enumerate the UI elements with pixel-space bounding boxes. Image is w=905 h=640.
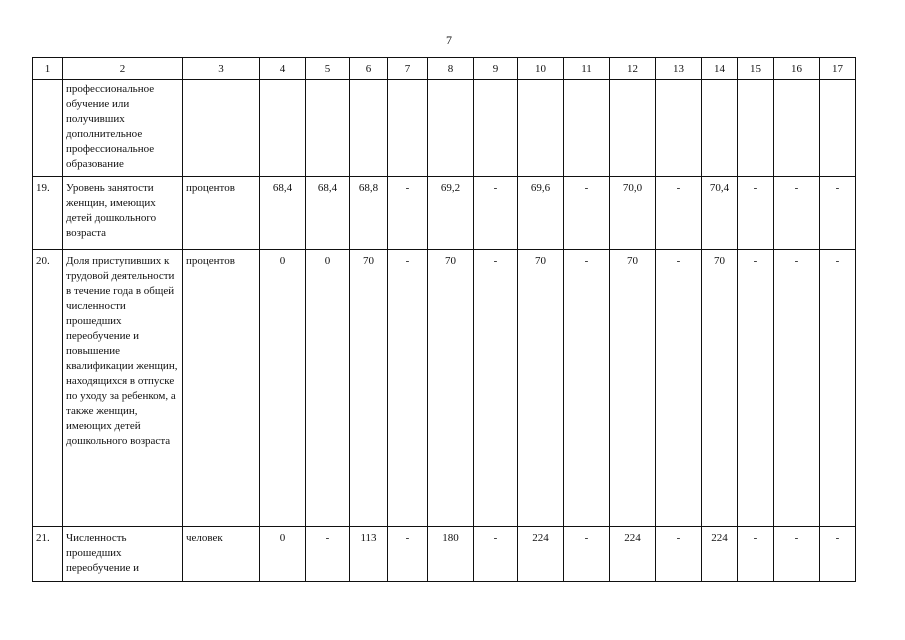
row-number: 21. (33, 527, 63, 582)
value-cell: - (306, 527, 350, 582)
value-cell: - (474, 177, 518, 250)
column-header: 17 (820, 58, 856, 80)
value-cell (428, 80, 474, 177)
value-cell: 224 (610, 527, 656, 582)
column-header: 6 (350, 58, 388, 80)
value-cell (306, 80, 350, 177)
value-cell: - (820, 177, 856, 250)
value-cell: 70 (518, 250, 564, 527)
data-table (32, 57, 856, 582)
row-number (33, 80, 63, 177)
table-row (33, 177, 856, 250)
value-cell: - (564, 250, 610, 527)
value-cell (564, 80, 610, 177)
value-cell: 0 (306, 250, 350, 527)
value-cell: 70 (702, 250, 738, 527)
value-cell: - (774, 527, 820, 582)
value-cell: 69,2 (428, 177, 474, 250)
value-cell (738, 80, 774, 177)
value-cell: 70 (610, 250, 656, 527)
value-cell: 68,8 (350, 177, 388, 250)
value-cell: 70 (428, 250, 474, 527)
column-header: 2 (63, 58, 183, 80)
value-cell (656, 80, 702, 177)
column-header: 15 (738, 58, 774, 80)
column-header: 13 (656, 58, 702, 80)
indicator-name: профессиональное обучение или получивших дополнительное профессиональное образование (63, 80, 183, 177)
column-header: 4 (260, 58, 306, 80)
value-cell: 70,4 (702, 177, 738, 250)
value-cell: 224 (702, 527, 738, 582)
value-cell: 70 (350, 250, 388, 527)
column-header: 7 (388, 58, 428, 80)
column-header: 14 (702, 58, 738, 80)
value-cell (610, 80, 656, 177)
page-number: 7 (446, 33, 452, 47)
row-number: 19. (33, 177, 63, 250)
value-cell: 180 (428, 527, 474, 582)
value-cell (474, 80, 518, 177)
value-cell: 113 (350, 527, 388, 582)
value-cell: - (388, 177, 428, 250)
table-header-row (33, 58, 856, 80)
value-cell: 0 (260, 527, 306, 582)
value-cell (702, 80, 738, 177)
unit-cell: процентов (183, 177, 260, 250)
value-cell (260, 80, 306, 177)
value-cell: - (820, 250, 856, 527)
column-header: 3 (183, 58, 260, 80)
value-cell: - (656, 177, 702, 250)
value-cell: - (820, 527, 856, 582)
column-header: 8 (428, 58, 474, 80)
value-cell: - (474, 527, 518, 582)
value-cell: - (656, 250, 702, 527)
value-cell: 68,4 (260, 177, 306, 250)
value-cell: - (656, 527, 702, 582)
column-header: 10 (518, 58, 564, 80)
value-cell: 70,0 (610, 177, 656, 250)
unit-cell: процентов (183, 250, 260, 527)
unit-cell: человек (183, 527, 260, 582)
column-header: 1 (33, 58, 63, 80)
value-cell: - (564, 527, 610, 582)
column-header: 5 (306, 58, 350, 80)
value-cell (350, 80, 388, 177)
value-cell: - (388, 527, 428, 582)
column-header: 16 (774, 58, 820, 80)
column-header: 9 (474, 58, 518, 80)
value-cell: 68,4 (306, 177, 350, 250)
value-cell: 0 (260, 250, 306, 527)
table-row (33, 527, 856, 582)
value-cell: 224 (518, 527, 564, 582)
indicator-name: Численность прошедших переобучение и (63, 527, 183, 582)
indicator-name: Доля приступивших к трудовой деятельности в течение года в общей численности прошедших переобучение и повышение квалификации женщин, находящихся в отпуске по уходу за ребенком, а также женщин, имеющих детей дошкольного возраста (63, 250, 183, 527)
value-cell: - (388, 250, 428, 527)
value-cell: - (774, 250, 820, 527)
table-row (33, 80, 856, 177)
value-cell: - (774, 177, 820, 250)
value-cell (518, 80, 564, 177)
indicator-name: Уровень занятости женщин, имеющих детей дошкольного возраста (63, 177, 183, 250)
value-cell (774, 80, 820, 177)
value-cell: 69,6 (518, 177, 564, 250)
value-cell (388, 80, 428, 177)
value-cell (820, 80, 856, 177)
value-cell: - (738, 250, 774, 527)
unit-cell (183, 80, 260, 177)
value-cell: - (738, 177, 774, 250)
column-header: 12 (610, 58, 656, 80)
row-number: 20. (33, 250, 63, 527)
value-cell: - (474, 250, 518, 527)
value-cell: - (564, 177, 610, 250)
table-row (33, 250, 856, 527)
value-cell: - (738, 527, 774, 582)
column-header: 11 (564, 58, 610, 80)
